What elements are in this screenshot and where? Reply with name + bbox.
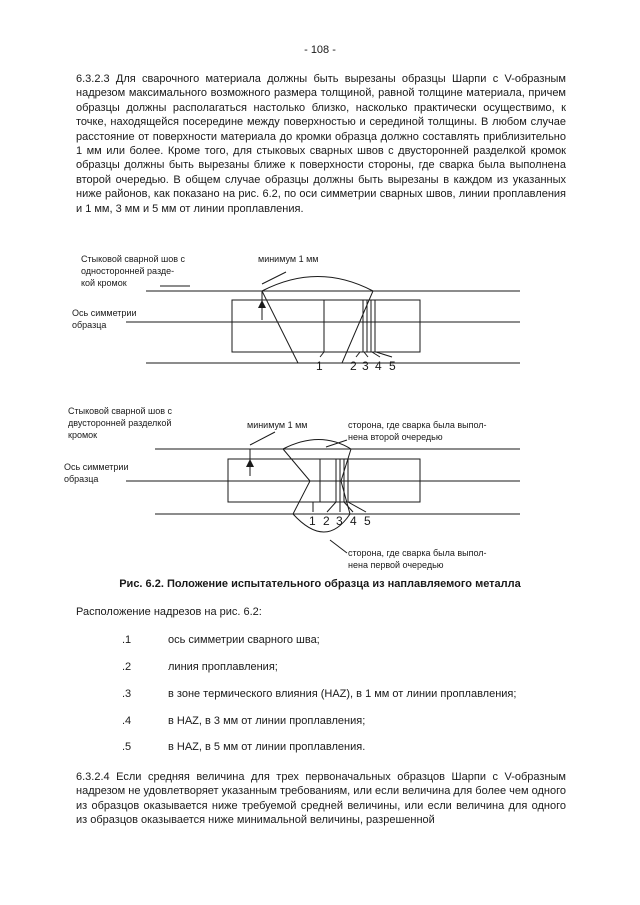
top-marker-2: 2: [350, 359, 357, 373]
location-text-5: в HAZ, в 5 мм от линии проплавления.: [168, 741, 366, 753]
bottom-leader-5: [348, 502, 366, 512]
top-marker-3: 3: [362, 359, 369, 373]
bottom-marker-2: 2: [323, 514, 330, 528]
figure-caption: Рис. 6.2. Положение испытательного образца из наплавляемого металла: [119, 578, 521, 590]
top-leader-3: [364, 352, 368, 357]
top-axis-label-line-1: Ось симметрии: [72, 308, 137, 318]
location-number-1: .1: [122, 634, 132, 646]
top-weld-outline: [262, 277, 373, 364]
location-number-4: .4: [122, 715, 132, 727]
location-number-2: .2: [122, 661, 132, 673]
bottom-marker-4: 4: [350, 514, 357, 528]
bottom-second-side-leader: [326, 440, 347, 447]
location-text-4: в HAZ, в 3 мм от линии проплавления;: [168, 715, 366, 727]
top-min-arrow-head: [258, 300, 266, 308]
top-leader-2: [356, 352, 360, 357]
top-marker-1: 1: [316, 359, 323, 373]
top-weld-label-line-1: Стыковой сварной шов с: [81, 254, 186, 264]
bottom-marker-3: 3: [336, 514, 343, 528]
top-marker-5: 5: [389, 359, 396, 373]
location-text-1: ось симметрии сварного шва;: [168, 634, 320, 646]
page-number: - 108 -: [304, 44, 336, 56]
bottom-axis-label-line-1: Ось симметрии: [64, 462, 129, 472]
bottom-weld-label-line-3: кромок: [68, 430, 98, 440]
top-marker-4: 4: [375, 359, 382, 373]
top-min-label: минимум 1 мм: [258, 254, 319, 264]
location-number-5: .5: [122, 741, 132, 753]
paragraph-6-3-2-3: 6.3.2.3 Для сварочного материала должны быть вырезаны образцы Шарпи с V-образным надрезом максимального возможного размера толщиной, равной толщине материала, причем образцы должны располагаться настолько близко, насколько практически осуществимо, к точке, находящейся посередине между поверхностью и серединой толщины. В любом случае расстояние от поверхности материала до кромки образца должно составлять приблизительно 1 мм или более. Кроме того, для стыковых сварных швов с двусторонней разделкой кромок образцы должны быть вырезаны ближе к поверхности стороны, где сварка была выполнена второй очередью. В общем случае образцы должны быть вырезаны в каждом из указанных ниже районов, как показано на рис. 6.2, по оси симметрии сварных швов, линии проплавления и 1 мм, 3 мм и 5 мм от линии проплавления.: [76, 73, 566, 215]
bottom-axis-label-line-2: образца: [64, 474, 99, 484]
top-weld-label-line-3: кой кромок: [81, 278, 127, 288]
top-leader-1: [320, 352, 324, 357]
bottom-first-side-leader: [330, 540, 347, 553]
bottom-marker-5: 5: [364, 514, 371, 528]
location-text-3: в зоне термического влияния (HAZ), в 1 мм от линии проплавления;: [168, 688, 517, 700]
top-weld-label-line-2: односторонней разде-: [81, 266, 175, 276]
bottom-second-side-line-2: нена второй очередью: [348, 432, 443, 442]
bottom-weld-label-line-2: двусторонней разделкой: [68, 418, 172, 428]
bottom-first-side-line-2: нена первой очередью: [348, 560, 444, 570]
bottom-min-label: минимум 1 мм: [247, 420, 308, 430]
bottom-leader-2: [327, 502, 336, 512]
bottom-second-side-line-1: сторона, где сварка была выпол-: [348, 420, 487, 430]
bottom-marker-1: 1: [309, 514, 316, 528]
locations-intro: Расположение надрезов на рис. 6.2:: [76, 606, 262, 618]
bottom-min-arrow-head: [246, 459, 254, 467]
bottom-min-leader: [250, 432, 275, 445]
location-text-2: линия проплавления;: [168, 661, 278, 673]
location-number-3: .3: [122, 688, 132, 700]
top-axis-label-line-2: образца: [72, 320, 107, 330]
paragraph-6-3-2-4: 6.3.2.4 Если средняя величина для трех первоначальных образцов Шарпи с V-образным надрезом не удовлетворяет указанным требованиям, или если величина для более чем одного из образцов оказывается ниже требуемой средней величины, или если величина для одного из образцов оказывается ниже минимальной величины, разрешенной: [76, 771, 566, 827]
bottom-first-side-line-1: сторона, где сварка была выпол-: [348, 548, 487, 558]
bottom-weld-label-line-1: Стыковой сварной шов с: [68, 406, 173, 416]
